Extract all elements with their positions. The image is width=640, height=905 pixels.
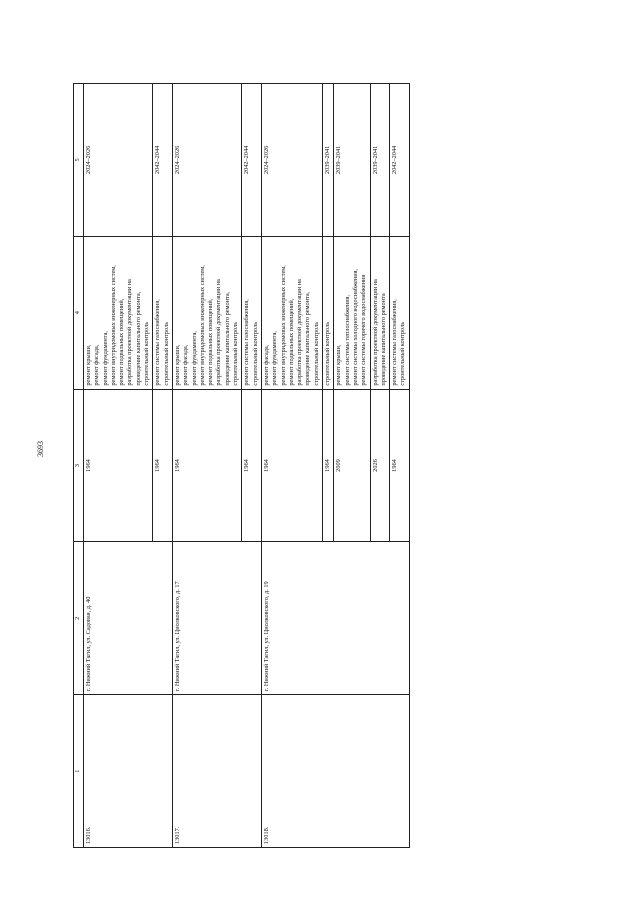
- work-item: ремонт подвальных помещений,: [118, 298, 126, 386]
- building-address: г. Нижний Тагил, ул. Циолковского, д. 19: [261, 542, 409, 695]
- table-row: [261, 84, 322, 848]
- repair-period: 2039–2041: [323, 84, 334, 237]
- col-header-3: 3: [74, 389, 84, 542]
- work-types: [153, 236, 173, 389]
- work-item: ремонт фундамента,: [271, 331, 279, 386]
- work-item: строительный контроль: [162, 321, 170, 386]
- work-item: строительный контроль: [324, 321, 332, 386]
- work-item: ремонт системы теплоснабжения,: [343, 294, 351, 386]
- row-number: 13016.: [84, 695, 173, 848]
- work-types: [323, 236, 334, 389]
- repair-period: 2024–2026: [172, 84, 241, 237]
- work-item: строительный контроль: [312, 321, 320, 386]
- work-item: проведение капитального ремонта,: [134, 291, 142, 386]
- col-header-4: 4: [74, 236, 84, 389]
- construction-year: 1964: [242, 389, 262, 542]
- table-row: [172, 84, 241, 848]
- construction-year: 1964: [323, 389, 334, 542]
- work-item: строительный контроль: [143, 321, 151, 386]
- work-item: ремонт системы газоснабжения,: [391, 299, 399, 386]
- rotated-table-container: [73, 83, 543, 848]
- page-number: 3693: [36, 441, 45, 457]
- work-item: проведение капитального ремонта,: [304, 291, 312, 386]
- work-item: разработка проектной документации на: [215, 279, 223, 386]
- work-types: [334, 236, 370, 389]
- work-item: ремонт фасада,: [182, 344, 190, 386]
- work-item: ремонт системы газоснабжения,: [243, 299, 251, 386]
- construction-year: 1964: [84, 389, 153, 542]
- work-item: строительный контроль: [399, 321, 407, 386]
- construction-year: 1964: [390, 389, 410, 542]
- work-item: ремонт крыши,: [85, 344, 92, 386]
- repair-period: 2042–2044: [153, 84, 173, 237]
- work-item: ремонт системы газоснабжения,: [154, 299, 162, 386]
- work-item: ремонт системы горячего водоснабжения: [360, 274, 368, 386]
- column-header-row: [74, 84, 84, 848]
- work-item: проведение капитального ремонта: [379, 293, 387, 386]
- repair-period: 2024–2026: [84, 84, 153, 237]
- work-types: [261, 236, 322, 389]
- work-item: ремонт подвальных помещений,: [287, 298, 295, 386]
- work-types: [84, 236, 153, 389]
- work-item: ремонт внутридомовых инженерных систем,: [198, 265, 206, 386]
- work-item: ремонт фундамента,: [101, 331, 109, 386]
- construction-year: 1964: [172, 389, 241, 542]
- work-item: ремонт фасада,: [262, 344, 270, 386]
- table-row: [84, 84, 153, 848]
- row-number: 13018.: [261, 695, 409, 848]
- construction-year: 2026: [370, 389, 390, 542]
- work-item: ремонт крыши,: [335, 344, 343, 386]
- work-item: проведение капитального ремонта,: [223, 291, 231, 386]
- work-item: разработка проектной документации на: [296, 279, 304, 386]
- repair-period: 2039–2041: [370, 84, 390, 237]
- col-header-2: 2: [74, 542, 84, 695]
- col-header-1: 1: [74, 695, 84, 848]
- col-header-5: 5: [74, 84, 84, 237]
- repair-period: 2042–2044: [390, 84, 410, 237]
- work-item: строительный контроль: [232, 321, 240, 386]
- building-address: г. Нижний Тагил, ул. Циолковского, д. 17: [172, 542, 261, 695]
- repair-period: 2042–2044: [242, 84, 262, 237]
- work-item: разработка проектной документации на: [126, 279, 134, 386]
- repair-schedule-table: [73, 83, 410, 848]
- row-number: 13017.: [172, 695, 261, 848]
- work-item: строительный контроль: [251, 321, 259, 386]
- construction-year: 1964: [261, 389, 322, 542]
- work-types: [172, 236, 241, 389]
- work-item: ремонт подвальных помещений,: [207, 298, 215, 386]
- construction-year: 2009: [334, 389, 370, 542]
- work-types: [242, 236, 262, 389]
- work-types: [370, 236, 390, 389]
- work-item: ремонт системы холодного водоснабжения,: [351, 268, 359, 386]
- work-item: ремонт фасада,: [93, 344, 101, 386]
- construction-year: 1964: [153, 389, 173, 542]
- work-item: ремонт внутридомовых инженерных систем,: [109, 265, 117, 386]
- work-item: разработка проектной документации на: [371, 279, 379, 386]
- work-item: ремонт крыши,: [173, 344, 181, 386]
- building-address: г. Нижний Тагил, ул. Садовая, д. 40: [84, 542, 173, 695]
- work-item: ремонт внутридомовых инженерных систем,: [279, 265, 287, 386]
- table-body: [84, 84, 410, 848]
- work-types: [390, 236, 410, 389]
- repair-period: 2024–2026: [261, 84, 322, 237]
- repair-period: 2039–2041: [334, 84, 370, 237]
- work-item: ремонт фундамента,: [190, 331, 198, 386]
